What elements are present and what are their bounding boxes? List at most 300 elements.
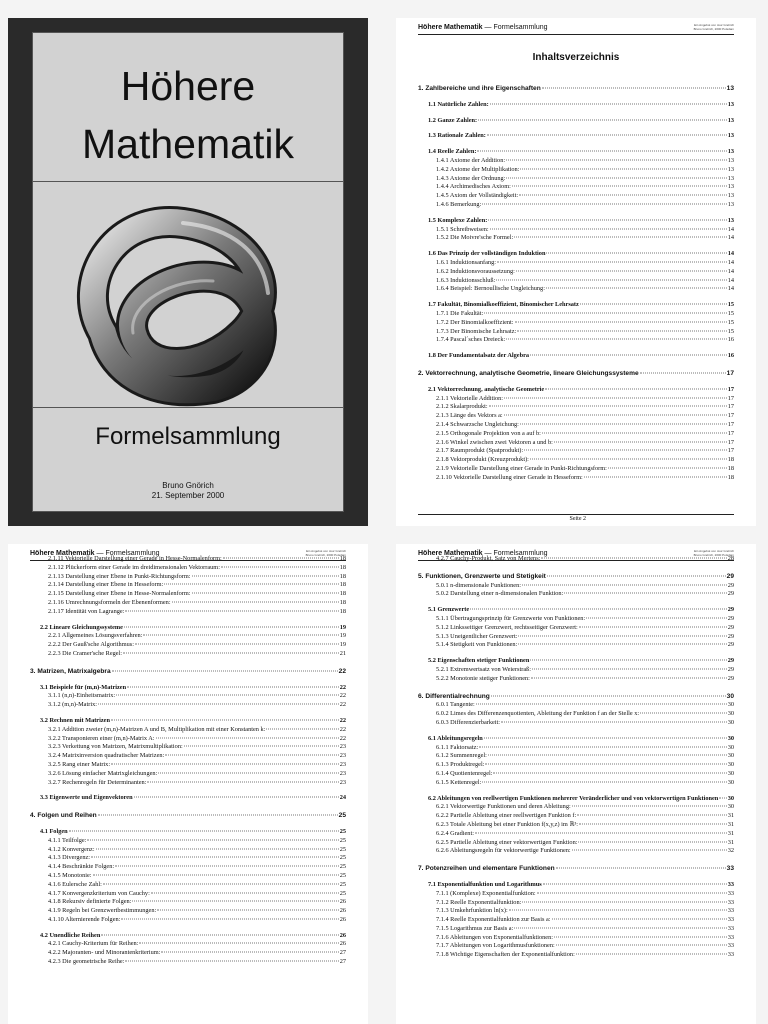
toc-entry[interactable] <box>30 632 346 641</box>
toc-entry-page: 33 <box>727 951 734 959</box>
toc-entry-title: 2.1.14 Darstellung einer Ebene in Hesseform: <box>48 581 164 589</box>
toc-leader-dots <box>640 372 726 373</box>
toc-entry[interactable] <box>418 412 734 421</box>
toc-entry[interactable] <box>30 837 346 846</box>
toc-entry[interactable] <box>418 633 734 642</box>
toc-leader-dots <box>586 617 727 618</box>
toc-leader-dots <box>493 772 726 773</box>
toc-entry-title: 2.1.9 Vektorielle Darstellung einer Gerade in Punkt-Richtungsform: <box>436 464 607 472</box>
toc-entry[interactable] <box>418 865 734 874</box>
header-book: Höhere Mathematik <box>418 24 483 31</box>
toc-leader-dots <box>111 763 339 764</box>
toc-entry-title: 2.1.13 Darstellung einer Ebene in Punkt-Richtungsform: <box>48 572 191 580</box>
toc-entry[interactable] <box>418 192 734 201</box>
toc-entry-page: 26 <box>339 931 346 939</box>
toc-entry[interactable] <box>418 830 734 839</box>
toc-entry[interactable] <box>418 752 734 761</box>
toc-entry-title: 1.6.1 Induktionsanfang: <box>436 258 496 266</box>
toc-entry[interactable] <box>418 474 734 483</box>
toc-leader-dots <box>482 781 726 782</box>
toc-entry-page: 14 <box>727 234 734 242</box>
toc-entry-page: 29 <box>727 657 734 665</box>
toc-entry[interactable] <box>418 310 734 319</box>
toc-leader-dots <box>91 857 339 858</box>
header-imprint-line1: Ein Angebot von Jour Gnörich <box>306 549 346 553</box>
toc-leader-dots <box>491 695 726 696</box>
toc-entry-title: 3.2.6 Lösung einfacher Matrixgleichungen: <box>48 769 158 777</box>
toc-leader-dots <box>488 755 727 756</box>
toc-entry-page: 29 <box>726 572 734 580</box>
toc-entry-page: 23 <box>339 769 346 777</box>
toc-entry[interactable] <box>418 148 734 157</box>
toc-entry[interactable] <box>30 828 346 837</box>
toc-entry-title: 6.1.1 Faktorsatz: <box>436 743 479 751</box>
toc-entry[interactable] <box>418 803 734 812</box>
toc-entry[interactable] <box>418 942 734 951</box>
toc-entry-page: 30 <box>727 761 734 769</box>
toc-heading: Inhaltsverzeichnis <box>532 52 620 63</box>
toc-entry-page: 29 <box>727 641 734 649</box>
toc-entry-title: 2.2.1 Allgemeines Lösungsverfahren: <box>48 632 143 640</box>
toc-entry-page: 13 <box>727 216 734 224</box>
toc-entry-page: 25 <box>339 880 346 888</box>
toc-entry-page: 25 <box>338 812 346 820</box>
toc-leader-dots <box>476 704 727 705</box>
toc-leader-dots <box>501 721 727 722</box>
toc-page-4 <box>396 544 756 1024</box>
toc-entry[interactable] <box>30 650 346 659</box>
toc-entry-title: 2.1.8 Vektorprodukt (Kreuzprodukt): <box>436 456 529 464</box>
toc-entry-title: 1.4.4 Archimedisches Axiom: <box>436 183 511 191</box>
toc-entry[interactable] <box>418 693 734 702</box>
toc-entry-title: 2.2.3 Die Cramer'sche Regel: <box>48 649 123 657</box>
toc-entry[interactable] <box>418 430 734 439</box>
toc-entry-title: 4.2 Unendliche Reihen <box>40 931 101 939</box>
toc-entry[interactable] <box>418 386 734 395</box>
toc-entry-page: 31 <box>727 820 734 828</box>
cover-title-line1: Höhere <box>120 63 256 109</box>
toc-entry-page: 30 <box>727 701 734 709</box>
toc-entry-title: 3.1 Beispiele für (m,n)-Matrizen <box>40 683 127 691</box>
toc-entry[interactable] <box>30 641 346 650</box>
page-number: Seite 2 <box>569 516 586 522</box>
toc-leader-dots <box>512 186 727 187</box>
toc-leader-dots <box>478 119 727 120</box>
toc-entry-title: 3. Matrizen, Matrixalgebra <box>30 667 111 675</box>
toc-entry-page: 25 <box>339 845 346 853</box>
toc-leader-dots <box>516 270 727 271</box>
toc-entry[interactable] <box>418 795 734 804</box>
toc-entry-title: 4.1.10 Alternierende Folgen: <box>48 915 121 923</box>
header-section: Formelsammlung <box>105 550 160 557</box>
toc-entry[interactable] <box>30 581 346 590</box>
toc-entry[interactable] <box>418 157 734 166</box>
toc-entry[interactable] <box>418 456 734 465</box>
toc-entry[interactable] <box>418 606 734 615</box>
toc-entry[interactable] <box>418 701 734 710</box>
cover-panel <box>32 32 344 512</box>
toc-leader-dots <box>161 952 338 953</box>
toc-leader-dots <box>552 919 727 920</box>
toc-entry[interactable] <box>418 465 734 474</box>
toc-leader-dots <box>497 261 727 262</box>
toc-entry[interactable] <box>30 726 346 735</box>
toc-entry-title: 1.6 Das Prinzip der vollständigen Induktion <box>428 250 546 258</box>
toc-entry-title: 3.2.1 Addition zweier (m,n)-Matrizen A und B, Multiplikation mit einer Konstanten k: <box>48 725 266 733</box>
toc-entry[interactable] <box>418 624 734 633</box>
toc-entry[interactable] <box>418 370 734 379</box>
cover-title-line2: Mathematik <box>82 121 294 167</box>
toc-entry[interactable] <box>418 319 734 328</box>
toc-entry-title: 2.1.5 Orthogonale Projektion von a auf b: <box>436 429 541 437</box>
toc-leader-dots <box>572 806 727 807</box>
toc-entry[interactable] <box>418 779 734 788</box>
toc-entry-title: 2. Vektorrechnung, analytische Geometrie, lineare Gleichungssysteme <box>418 369 639 377</box>
cover-author-block <box>33 481 343 501</box>
toc-entry[interactable] <box>418 328 734 337</box>
toc-entry[interactable] <box>418 183 734 192</box>
toc-entry-title: 1.8 Der Fundamentalsatz der Algebra <box>428 352 530 360</box>
toc-entry[interactable] <box>30 624 346 633</box>
toc-entry[interactable] <box>418 336 734 345</box>
toc-entry-page: 18 <box>339 581 346 589</box>
toc-leader-dots <box>572 850 727 851</box>
toc-entry[interactable] <box>418 925 734 934</box>
toc-leader-dots <box>496 279 726 280</box>
toc-entry[interactable] <box>418 301 734 310</box>
toc-entry[interactable] <box>30 770 346 779</box>
toc-entry[interactable] <box>30 854 346 863</box>
toc-entry[interactable] <box>418 582 734 591</box>
toc-leader-dots <box>514 927 726 928</box>
header-imprint-line2: Bruno Gnörich, 2000 Potsdam <box>693 27 734 31</box>
header-imprint-line1: Ein Angebot von Jour Gnörich <box>694 23 734 27</box>
toc-entry-page: 14 <box>727 285 734 293</box>
toc-entry[interactable] <box>418 555 734 564</box>
toc-entry[interactable] <box>30 940 346 949</box>
toc-entry-page: 13 <box>727 148 734 156</box>
toc-entry[interactable] <box>30 812 346 821</box>
toc-entry[interactable] <box>418 735 734 744</box>
header-book: Höhere Mathematik <box>418 550 483 557</box>
toc-leader-dots <box>101 934 338 935</box>
toc-entry-title: 5.1.2 Linksseitiger Grenzwert, rechtsseitiger Grenzwert: <box>436 623 578 631</box>
toc-entry-title: 2.2.2 Der Gauß'sche Algorithmus: <box>48 641 134 649</box>
toc-entry[interactable] <box>418 285 734 294</box>
toc-entry-title: 6.2.3 Totale Ableitung bei einer Funktion f(x,y,z) im ℝ³: <box>436 820 578 828</box>
toc-leader-dots <box>530 355 727 356</box>
header-section: Formelsammlung <box>493 24 548 31</box>
toc-leader-dots <box>115 866 339 867</box>
toc-entry[interactable] <box>418 201 734 210</box>
cover-author: Bruno Gnörich <box>162 481 214 490</box>
toc-entry[interactable] <box>418 881 734 890</box>
toc-leader-dots <box>531 677 727 678</box>
toc-list <box>30 555 346 967</box>
toc-entry-title: 6.1.3 Produktregel: <box>436 761 485 769</box>
toc-entry-title: 1.7.1 Die Fakultät: <box>436 309 484 317</box>
toc-entry-page: 18 <box>339 563 346 571</box>
toc-entry-page: 26 <box>339 915 346 923</box>
toc-entry-page: 27 <box>339 958 346 966</box>
toc-entry-title: 1.4.6 Bemerkung: <box>436 200 482 208</box>
toc-entry[interactable] <box>418 101 734 110</box>
toc-entry-page: 30 <box>727 710 734 718</box>
toc-entry-title: 7.1.1 (Komplexe) Exponentialfunktion: <box>436 889 536 897</box>
toc-entry[interactable] <box>418 675 734 684</box>
toc-entry[interactable] <box>30 916 346 925</box>
header-section: Formelsammlung <box>493 550 548 557</box>
toc-entry-page: 14 <box>727 258 734 266</box>
toc-entry[interactable] <box>418 277 734 286</box>
toc-leader-dots <box>530 459 727 460</box>
toc-entry[interactable] <box>418 641 734 650</box>
toc-entry-page: 22 <box>339 683 346 691</box>
toc-entry-page: 13 <box>727 100 734 108</box>
toc-entry[interactable] <box>418 899 734 908</box>
toc-entry[interactable] <box>418 812 734 821</box>
toc-entry[interactable] <box>418 421 734 430</box>
toc-entry-page: 15 <box>727 301 734 309</box>
toc-entry-title: 6.0.3 Differenzierbarkeit: <box>436 718 501 726</box>
toc-entry-title: 2.1.12 Plückerform einer Gerade im dreidimensionalen Vektorraum: <box>48 563 220 571</box>
toc-entry[interactable] <box>418 744 734 753</box>
toc-entry[interactable] <box>30 872 346 881</box>
toc-entry[interactable] <box>30 898 346 907</box>
toc-entry-title: 1.4.3 Axiome der Ordnung: <box>436 174 506 182</box>
toc-entry-title: 4.1 Folgen <box>40 827 68 835</box>
toc-entry[interactable] <box>30 752 346 761</box>
running-header <box>418 22 734 35</box>
toc-leader-dots <box>192 575 339 576</box>
toc-entry[interactable] <box>418 657 734 666</box>
toc-leader-dots <box>579 626 727 627</box>
toc-leader-dots <box>221 566 339 567</box>
toc-entry[interactable] <box>418 916 734 925</box>
toc-entry[interactable] <box>30 701 346 710</box>
toc-entry-page: 16 <box>727 336 734 344</box>
toc-entry-page: 30 <box>727 803 734 811</box>
toc-entry-page: 18 <box>339 607 346 615</box>
toc-entry-title: 1.4.5 Axiom der Vollständigkeit: <box>436 192 519 200</box>
toc-entry-title: 3.2.4 Matrixinversion quadratischer Matrizen: <box>48 752 165 760</box>
toc-entry[interactable] <box>30 779 346 788</box>
toc-entry[interactable] <box>30 846 346 855</box>
toc-leader-dots <box>488 219 726 220</box>
toc-entry[interactable] <box>418 839 734 848</box>
toc-entry-page: 17 <box>727 394 734 402</box>
toc-entry-title: 4.1.5 Monotonie: <box>48 871 92 879</box>
toc-entry[interactable] <box>418 719 734 728</box>
toc-leader-dots <box>223 558 339 559</box>
toc-entry[interactable] <box>418 951 734 960</box>
toc-leader-dots <box>87 839 338 840</box>
toc-entry[interactable] <box>418 268 734 277</box>
toc-entry-page: 29 <box>727 581 734 589</box>
toc-leader-dots <box>530 660 726 661</box>
toc-leader-dots <box>506 177 726 178</box>
toc-entry[interactable] <box>418 132 734 141</box>
toc-leader-dots <box>532 668 727 669</box>
toc-entry-page: 23 <box>339 752 346 760</box>
toc-entry[interactable] <box>418 710 734 719</box>
toc-leader-dots <box>151 892 339 893</box>
toc-leader-dots <box>139 943 338 944</box>
toc-entry-title: 6.2.4 Gradient: <box>436 829 474 837</box>
toc-entry-title: 5.2.1 Extremwertsatz von Weierstraß: <box>436 665 532 673</box>
toc-entry[interactable] <box>30 932 346 941</box>
toc-entry-title: 1.7.3 Der Binomische Lehrsatz: <box>436 327 517 335</box>
toc-entry[interactable] <box>30 555 346 564</box>
toc-entry-page: 30 <box>726 692 734 700</box>
toc-entry[interactable] <box>418 847 734 856</box>
toc-entry-page: 14 <box>727 267 734 275</box>
toc-entry-page: 22 <box>338 667 346 675</box>
toc-entry[interactable] <box>30 958 346 967</box>
toc-leader-dots <box>504 415 727 416</box>
toc-entry-page: 18 <box>339 572 346 580</box>
toc-entry-page: 32 <box>727 847 734 855</box>
toc-entry-page: 27 <box>339 949 346 957</box>
toc-entry[interactable] <box>418 259 734 268</box>
toc-leader-dots <box>518 644 726 645</box>
cover-divider <box>33 181 343 182</box>
toc-entry[interactable] <box>30 794 346 803</box>
toc-entry[interactable] <box>30 590 346 599</box>
toc-entry[interactable] <box>418 573 734 582</box>
toc-entry[interactable] <box>418 590 734 599</box>
toc-leader-dots <box>121 918 338 919</box>
toc-entry-page: 18 <box>339 555 346 562</box>
toc-entry-page: 33 <box>727 942 734 950</box>
toc-entry[interactable] <box>30 949 346 958</box>
toc-entry-page: 14 <box>727 250 734 258</box>
toc-entry-title: 4.1.4 Beschränkte Folgen: <box>48 863 115 871</box>
toc-entry[interactable] <box>418 666 734 675</box>
toc-entry[interactable] <box>418 770 734 779</box>
toc-entry-page: 30 <box>727 734 734 742</box>
toc-entry[interactable] <box>30 907 346 916</box>
toc-entry[interactable] <box>30 761 346 770</box>
toc-entry-page: 13 <box>727 156 734 164</box>
toc-entry-page: 25 <box>339 827 346 835</box>
toc-leader-dots <box>608 467 727 468</box>
toc-entry-page: 18 <box>727 473 734 481</box>
toc-entry[interactable] <box>418 250 734 259</box>
toc-entry-title: 1.3 Rationale Zahlen: <box>428 132 486 140</box>
toc-leader-dots <box>98 704 339 705</box>
toc-leader-dots <box>475 832 727 833</box>
toc-leader-dots <box>484 312 726 313</box>
toc-entry-title: 6.2.5 Partielle Ableitung einer vektorwertigen Funktion: <box>436 838 578 846</box>
toc-entry-title: 1. Zahlbereiche und ihre Eigenschaften <box>418 85 541 92</box>
toc-entry[interactable] <box>418 439 734 448</box>
toc-leader-dots <box>490 228 727 229</box>
toc-entry[interactable] <box>418 175 734 184</box>
header-book: Höhere Mathematik <box>30 550 95 557</box>
toc-entry-title: 6.0.2 Limes des Differenzenquotienten, Ableitung der Funktion f an der Stelle x: <box>436 710 640 718</box>
toc-entry[interactable] <box>418 821 734 830</box>
toc-entry-page: 13 <box>727 174 734 182</box>
toc-entry-title: 3.3 Eigenwerte und Eigenvektoren <box>40 794 133 802</box>
toc-entry[interactable] <box>418 166 734 175</box>
toc-entry-page: 23 <box>339 760 346 768</box>
toc-entry[interactable] <box>30 599 346 608</box>
toc-leader-dots <box>134 797 339 798</box>
toc-entry-page: 30 <box>727 743 734 751</box>
toc-page-2 <box>396 18 756 526</box>
toc-entry[interactable] <box>30 717 346 726</box>
toc-entry-page: 21 <box>339 649 346 657</box>
toc-entry[interactable] <box>30 735 346 744</box>
toc-entry-title: 6.1.5 Kettenregel: <box>436 778 482 786</box>
toc-entry[interactable] <box>30 684 346 693</box>
toc-entry-page: 30 <box>727 794 734 802</box>
toc-leader-dots <box>470 609 727 610</box>
toc-entry-page: 17 <box>727 420 734 428</box>
toc-entry-page: 15 <box>727 318 734 326</box>
toc-entry-title: 1.4.1 Axiome der Addition: <box>436 156 506 164</box>
toc-entry-page: 29 <box>727 674 734 682</box>
toc-entry[interactable] <box>418 934 734 943</box>
toc-entry[interactable] <box>418 217 734 226</box>
toc-entry[interactable] <box>30 564 346 573</box>
toc-entry[interactable] <box>418 85 734 94</box>
toc-entry-page: 13 <box>727 192 734 200</box>
toc-entry[interactable] <box>418 403 734 412</box>
toc-entry[interactable] <box>30 692 346 701</box>
toc-entry[interactable] <box>418 615 734 624</box>
toc-entry-page: 28 <box>727 555 734 562</box>
toc-entry[interactable] <box>418 395 734 404</box>
toc-entry[interactable] <box>418 117 734 126</box>
toc-entry-title: 1.1 Natürliche Zahlen: <box>428 100 489 108</box>
toc-entry[interactable] <box>418 907 734 916</box>
toc-entry-page: 31 <box>727 812 734 820</box>
toc-leader-dots <box>192 593 339 594</box>
toc-entry-title: 1.6.4 Beispiel: Bernoullische Ungleichung: <box>436 285 545 293</box>
toc-entry[interactable] <box>30 668 346 677</box>
toc-entry[interactable] <box>418 226 734 235</box>
toc-leader-dots <box>93 874 339 875</box>
toc-leader-dots <box>584 476 727 477</box>
toc-entry[interactable] <box>30 863 346 872</box>
toc-entry-page: 15 <box>727 309 734 317</box>
toc-leader-dots <box>576 954 727 955</box>
toc-leader-dots <box>132 901 338 902</box>
toc-entry[interactable] <box>418 761 734 770</box>
toc-entry[interactable] <box>418 890 734 899</box>
toc-entry[interactable] <box>30 608 346 617</box>
toc-entry-title: 2.1.1 Vektorielle Addition: <box>436 394 504 402</box>
toc-entry-title: 7.1.4 Reelle Exponentialfunktion zur Basis a: <box>436 916 551 924</box>
toc-leader-dots <box>165 755 338 756</box>
toc-entry-page: 17 <box>727 429 734 437</box>
toc-leader-dots <box>524 450 727 451</box>
toc-entry[interactable] <box>30 743 346 752</box>
toc-entry[interactable] <box>418 447 734 456</box>
toc-entry-title: 2.1 Vektorrechnung, analytische Geometrie <box>428 385 545 393</box>
toc-entry[interactable] <box>30 573 346 582</box>
toc-entry[interactable] <box>418 352 734 361</box>
toc-entry[interactable] <box>30 881 346 890</box>
toc-entry-title: 2.2 Lineare Gleichungssysteme <box>40 623 123 631</box>
toc-entry[interactable] <box>418 234 734 243</box>
toc-entry[interactable] <box>30 890 346 899</box>
toc-entry-page: 33 <box>727 933 734 941</box>
toc-entry-title: 2.1.10 Vektorielle Darstellung einer Gerade in Hesseform: <box>436 473 583 481</box>
toc-entry-page: 13 <box>727 165 734 173</box>
